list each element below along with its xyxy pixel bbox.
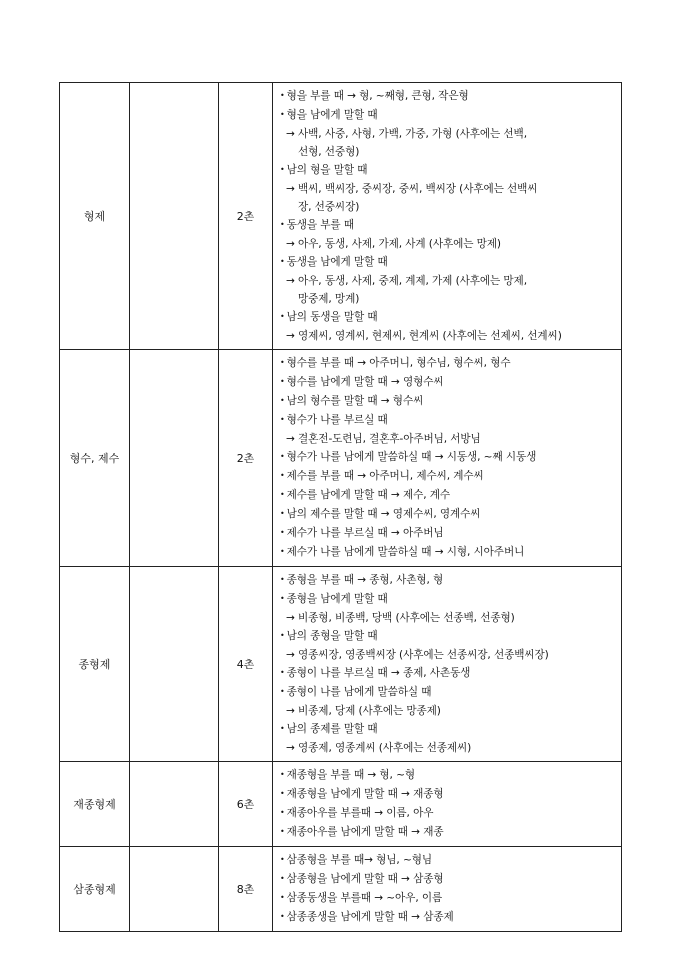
usage-line: 선형, 선중형) [298,146,360,158]
usage-line: → 비종형, 비종백, 당백 (사후에는 선종백, 선종형) [286,612,515,624]
usage-line: • 제수가 나를 남에게 말씀하실 때 → 시형, 시아주버니 [280,543,617,562]
usage-line: • 재종아우를 부를때 → 이름, 아우 [280,804,617,823]
table-row [60,83,622,350]
usage-line: • 재종형을 부를 때 → 형, ~형 [280,766,617,785]
usage-cell [273,762,622,847]
usage-line: • 남의 형수를 말할 때 → 형수씨 [280,392,617,411]
usage-cell [273,350,622,567]
usage-line: → 영제씨, 영계씨, 현제씨, 현계씨 (사후에는 선제씨, 선계씨) [286,330,562,342]
empty-cell [130,762,219,847]
usage-line: • 재종형을 남에게 말할 때 → 재종형 [280,785,617,804]
usage-cell [273,83,622,350]
usage-line: → 영종씨장, 영종백씨장 (사후에는 선종씨장, 선종백씨장) [286,649,549,661]
usage-line: • 삼종형을 부를 때→ 형님, ~형님 [280,851,617,870]
usage-line: 망중제, 망계) [298,293,360,305]
relation-cell: 재종형제 [60,762,130,847]
usage-line: • 형을 부를 때 → 형, ~째형, 큰형, 작은형 [280,87,617,106]
usage-line: • 남의 종제를 말할 때 [280,720,617,739]
degree-cell: 8촌 [219,847,273,932]
empty-cell [130,567,219,762]
usage-line: • 남의 종형을 말할 때 [280,627,617,646]
usage-line: • 제수를 남에게 말할 때 → 제수, 계수 [280,486,617,505]
usage-line: • 형수를 남에게 말할 때 → 영형수씨 [280,373,617,392]
relation-cell: 형제 [60,83,130,350]
usage-line: • 남의 제수를 말할 때 → 영제수씨, 영계수씨 [280,505,617,524]
usage-cell [273,567,622,762]
usage-line: • 종형이 나를 남에게 말씀하실 때 [280,683,617,702]
usage-line: • 형을 남에게 말할 때 [280,106,617,125]
usage-line: • 동생을 남에게 말할 때 [280,253,617,272]
usage-line: • 형수가 나를 부르실 때 [280,411,617,430]
usage-line: • 삼종종생을 남에게 말할 때 → 삼종제 [280,908,617,927]
empty-cell [130,83,219,350]
usage-line: • 종형이 나를 부르실 때 → 종제, 사촌동생 [280,664,617,683]
usage-line: • 종형을 남에게 말할 때 [280,590,617,609]
usage-line: • 삼종동생을 부를때 → ~아우, 이름 [280,889,617,908]
table-row [60,762,622,847]
kinship-title-table [59,82,622,932]
empty-cell [130,350,219,567]
usage-line: • 남의 동생을 말할 때 [280,308,617,327]
relation-cell: 삼종형제 [60,847,130,932]
degree-cell: 2촌 [219,350,273,567]
usage-line: → 백씨, 백씨장, 중씨장, 중씨, 백씨장 (사후에는 선백씨 [286,183,538,195]
usage-line: → 비종제, 당제 (사후에는 망종제) [286,705,441,717]
empty-cell [130,847,219,932]
usage-line: → 아우, 동생, 사제, 중제, 계제, 가제 (사후에는 망제, [286,275,527,287]
usage-line: • 남의 형을 말할 때 [280,161,617,180]
table-row [60,350,622,567]
usage-line: • 제수가 나를 부르실 때 → 아주버님 [280,524,617,543]
usage-line: → 영종제, 영종계씨 (사후에는 선종제씨) [286,742,472,754]
relation-cell: 종형제 [60,567,130,762]
usage-line: • 형수가 나를 남에게 말씀하실 때 → 시동생, ~째 시동생 [280,448,617,467]
usage-line: • 종형을 부를 때 → 종형, 사촌형, 형 [280,571,617,590]
degree-cell: 2촌 [219,83,273,350]
usage-line: • 형수를 부를 때 → 아주머니, 형수님, 형수씨, 형수 [280,354,617,373]
table-row [60,567,622,762]
relation-cell: 형수, 제수 [60,350,130,567]
table-row [60,847,622,932]
usage-line: • 동생을 부를 때 [280,216,617,235]
usage-line: • 삼종형을 남에게 말할 때 → 삼종형 [280,870,617,889]
usage-line: • 재종아우를 남에게 말할 때 → 재종 [280,823,617,842]
usage-line: • 제수를 부를 때 → 아주머니, 제수씨, 계수씨 [280,467,617,486]
usage-line: → 사백, 사중, 사형, 가백, 가중, 가형 (사후에는 선백, [286,128,527,140]
usage-line: 장, 선중씨장) [298,201,360,213]
degree-cell: 4촌 [219,567,273,762]
usage-line: → 결혼전-도련님, 결혼후-아주버님, 서방님 [286,433,481,445]
usage-line: → 아우, 동생, 사제, 가제, 사계 (사후에는 망제) [286,238,501,250]
degree-cell: 6촌 [219,762,273,847]
usage-cell [273,847,622,932]
